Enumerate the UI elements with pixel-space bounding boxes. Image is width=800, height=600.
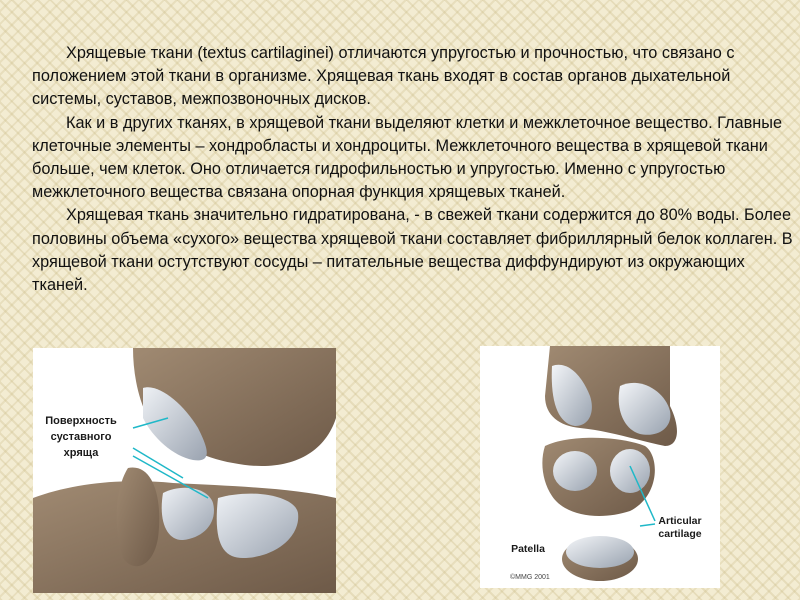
- cartilage-surface-label-line2: суставного: [50, 431, 112, 443]
- knee-joint-illustration-right: [480, 346, 720, 588]
- meniscus-left: [553, 451, 597, 491]
- cartilage-surface-label-line1: Поверхность: [45, 415, 117, 427]
- patella-label: Patella: [511, 543, 545, 555]
- slide-body-text: [32, 42, 794, 297]
- knee-joint-drawing: [33, 348, 336, 593]
- paragraph-2: Как и в других тканях, в хрящевой ткани выделяют клетки и межклеточное вещество. Главные клеточные элементы – хондробласты и хондроциты. Межклеточного вещества в хрящевой ткани больше, чем клеток. Оно отличается гидрофильностью и упругостью. Именно с упругостью межклеточного вещества связана опорная функция хрящевых тканей.: [32, 113, 782, 202]
- articular-cartilage-label-line2: cartilage: [658, 528, 702, 540]
- articular-cartilage-label-line1: Articular: [658, 515, 702, 527]
- knee-joint-illustration-left: [33, 348, 336, 593]
- meniscus-right: [610, 449, 650, 493]
- paragraph-3: Хрящевая ткань значительно гидратирована, - в свежей ткани содержится до 80% воды. Более половины объема «сухого» вещества хрящевой ткани составляет фибриллярный белок коллаген. В хрящевой ткани остутствуют сосуды – питательные вещества диффундируют из окружающих тканей.: [32, 206, 793, 295]
- copyright-label: ©MMG 2001: [510, 574, 550, 581]
- paragraph-1: Хрящевые ткани (textus cartilaginei) отличаются упругостью и прочностью, что связано с положением этой ткани в организме. Хрящевая ткань входят в состав органов дыхательной системы, суставов, межпозвоночных дисков.: [32, 44, 735, 109]
- knee-patella-drawing: [480, 346, 720, 588]
- patella-cartilage: [566, 536, 634, 568]
- cartilage-surface-label-line3: хряща: [63, 447, 99, 459]
